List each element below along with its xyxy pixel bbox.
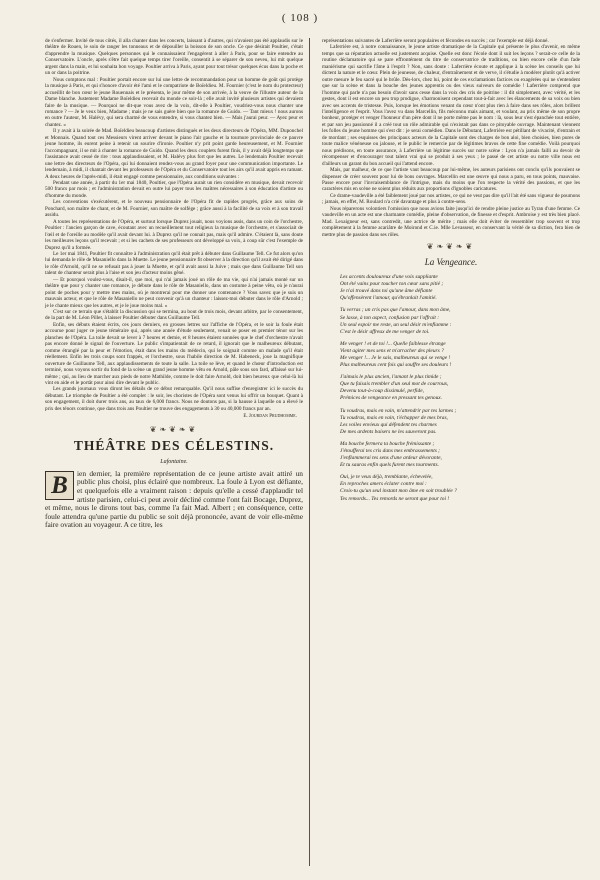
left-column <box>45 38 303 530</box>
poem-line: Me venger !... Je le sais, malheureux qui se venge ! <box>340 354 451 361</box>
ornament-divider: ❦❧❦❧❦ <box>426 242 476 252</box>
poem-stanza <box>340 441 580 469</box>
article-paragraph: C'est sur ce terrain que s'établit la discussion qui se termina, au bout de trois mois, devant arbitre, par le consentement, de la part de M. Léon Pillet, à laisser Poultier débuter dans Guillaume Tell. <box>45 309 303 322</box>
poem-line: J'aimais le plus ancien, l'amant le plus timide ; <box>340 374 442 381</box>
poem-line: J'enflammerai tes sens d'une ardeur dévorante, <box>340 455 442 462</box>
poem-title: La Vengeance. <box>424 257 478 268</box>
poem-stanza <box>340 307 580 335</box>
poem-line: Tu voudras, mais en vain, m'attendrir par tes larmes ; <box>340 407 457 414</box>
poem-stanza <box>340 341 580 369</box>
article-paragraph: de s'enfermer. Invité de tous côtés, il alla chanter dans les concerts, laissant à d'autres, qui n'avaient pas été applaudis sur le théâtre de Rouen, le soin de ranger les tonneaux et de dépouiller la boisson de son oncle. Ce que désirait Poultier, c'était d'apprendre la musique. Quelques personnes qui le connaissaient l'engagèrent à aller à Paris, pour se faire entendre au Conservatoire. L'oncle, après s'être fait quelque temps tirer l'oreille, consentit à se séparer de son neveu, lui mit quelque argent dans la main, et lui souhaita bon voyage. Poultier arriva à Paris, ayant pour tout trésor quelques écus dans la poche et un or dans la poitrine. <box>45 38 303 77</box>
poem-line: Vient agiter mes sens et m'arracher des pleurs ? <box>340 347 444 354</box>
page-number: ( 108 ) <box>281 12 319 24</box>
article-paragraph: Laferrière est, à notre connaissance, le jeune artiste dramatique de la Capitale qui présente le plus d'avenir, en même temps que sa réputation actuelle est justement acquise. Quelle est donc l'école dont il suit les leçons ? serait-ce celle de la routine déclamatoire qui se pare effrontément du titre de conservatrice de traditions, ou bien encore celle d'un fade maniérisme qui sacrifie l'âme à l'esprit ? Non, sans doute : Laferrière écoute et applique à la scène les conseils que lui dictent la nature et le cœur. Plein de jeunesse, de chaleur, d'entraînement et de verve, il s'étudie à modérer plutôt qu'à activer outre mesure le feu sacré qui le brûle. Dès-lors, chez lui, point de ces exclamations factices ou exagérées qui ne s'entendent que sur la scène et dans la bouche des jeunes apprentis ou des vieux suiveurs de comédie ! Laferrière comprend que l'homme qui parle n'a pas besoin d'avoir sans cesse dans la voix des cris de poitrine : il dit simplement, avec vérité, et les gestes, dont il est encore un peu trop prodigue, s'harmonisent cependant tout-à-fait avec les élancements de sa voix ou bien avec ses accents de tristesse. Puis, lorsque les émotions venant du cœur n'ont plus rien à faire dans ses rôles, alors brillent l'intelligence et l'esprit. Vous l'avez vu dans Marcellin, fils méconnu mais aimant, et voulant, au prix même de son propre bonheur, protéger et venger l'honneur d'un père dont il ne porte même pas le nom : là, sous leur s'est épanchée tout entière, et par son jeu passionné il a créé tout un rôle admirable qui n'existait pas dans ce pitoyable ouvrage. Maintenant viennent les folles du jeune homme qui s'est dit : je serai comédien. Dans le Débutant, Laferrière est pétillant de vivacité, d'entrain et de mordant ; ses esquisses des principaux acteurs de la Capitale sont des charges de bon aloi, bien choisies, bien pures de toute malice vénéneuse ou jalouse, et le public le remercie par de légitimes bravos de cette fine comédie. Voilà pourquoi nous prédisons, en toute assurance, à Laferrière un légitime succès sur notre scène : Lyon n'a jamais failli au devoir de récompenser et d'encourager tout talent vrai qui se produit à ses yeux ; le passé de cet artiste ou notre ville nous est d'ailleurs un garant du bon accueil qui l'attend encore. <box>322 44 580 167</box>
ornament-divider: ❦❧❦❧❦ <box>149 424 199 434</box>
article-paragraph: Enfin, ses débuts étaient écrits, ces jours derniers, en grosses lettres sur l'affiche de l'Opéra, et le soir la foule était accourue pour juger ce jeune téméraire qui, après une année d'étude seulement, venait se poser en premier ténor sur les planches de l'Opéra. La toile devait se lever à 7 heures et demie, et 8 heures étaient sonnées que le chef d'orchestre n'avait pas encore donné le signal de l'ouverture. Le public s'impatientait de ce retard, il ignorait que le malheureux débutant, comme étranglé par la peur et l'émotion, était dans les mains du médecin, qui le soignait comme un malade qu'il était réellement. Enfin les trois coups sont frappés, et l'orchestre, sous l'habile direction de M. Habeneck, joue la magnifique ouverture de Guillaume Tell, aux applaudissements de toute la salle. La toile se lève, et quand le chœur d'introduction est terminé, nous voyons sortir du fond de la scène un grand jeune homme vêtu en Arnold, pâle sous son fard, affaissé sur lui-même ; qui, au lieu de marcher aux pieds de notre Mathilde, comme le doit faire Arnold, doit bien heureux que celui-là lui vint en aide et le portât pour ainsi dire devant le public. <box>45 321 303 387</box>
poem <box>340 274 580 503</box>
poem-line: Tes remords... Tes remords ne seront que pour toi ! <box>340 495 450 502</box>
poem-stanza <box>340 474 580 502</box>
article-paragraph: Mais, par malheur, de ce que l'artiste vaut beaucoup par lui-même, les auteurs parisiens ont conclu qu'ils pouvaient se dispenser de créer souvent pour lui de bons ouvrages. Marcellin est une œuvre qui nous a paru, en tous points, mauvaise. Passe encore pour l'invraisemblance de l'intrigue, mais du moins que l'on respecte la vérité des passions, et que les caractères mis en scène ne soient plus réduits aux proportions d'ignobles caricatures. <box>322 167 580 193</box>
lead-paragraph: ien dernier, la première représentation de ce jeune artiste avait attiré un public plus choisi, plus éclairé que nombreux. La foule à Lyon est défiante, et quelquefois elle a vraiment raison : depuis qu'elle a cessé d'applaudir tel artiste parisien, celui-ci peut avoir décliné comme l'ont fait Bocage, Duprez, et même, nous le dirons tout bas, comme l'a fait Mad. Albert ; en conséquence, cette foule attendra qu'une partie du public se soit déjà prononcée, avant de voir elle-même faire ovation au voyageur. A ce titre, les <box>45 468 303 530</box>
poem-line: De mes ardents baisers ne les sauveront pas. <box>340 428 437 435</box>
article-paragraph: Pendant une année, à partir du 1er mai 1840, Poultier, que l'Opéra aurait un rien considère en musique, devait recevoir 500 francs par mois ; et l'administration devait en outre lui payer tous les maîtres nécessaires à son éducation d'artiste ou d'homme du monde. <box>45 179 303 199</box>
lead-block <box>45 470 303 530</box>
poem-stanza <box>340 374 580 402</box>
poem-line: Ma bouche fermera ta bouche frémissante ; <box>340 440 435 447</box>
article-paragraph: Les conventions s'exécutèrent, et le nouveau pensionnaire de l'Opéra fit de rapides progrès, grâce aux soins de Ponchard, son maître de chant, et de M. Fournier, son maître de solfège ; grâce aussi à la facilité de sa voix et à son travail assidu. <box>45 199 303 219</box>
poem-line: Je n'ai trouvé dans toi qu'une âme défiante <box>340 288 433 295</box>
article-paragraph: Les grands journaux vous diront les détails de ce début remarquable. Qu'il nous suffise d'enregistrer ici le succès du débutant. Le triomphe de Poultier a été complet : le soir, les choristes de l'Opéra sont venus lui offrir un bouquet. Quant à son engagement, il doit durer trois ans, au taux de 6,000 francs. Nous ne doutons pas, si la hausse à laquelle on a élevé le prix des ténors continue, que dans trois ans Poultier ne trouve des engagements à 30 ou 40,000 francs par an. <box>45 386 303 412</box>
poem-stanza <box>340 408 580 436</box>
poem-line: En reproches amers éclater contre moi : <box>340 481 427 488</box>
poem-line: Ont été vains pour toucher ton cœur sans pitié ; <box>340 281 444 288</box>
drop-cap: B <box>45 471 74 500</box>
poem-line: Les accents douloureux d'une voix suppliante <box>340 274 438 281</box>
article-paragraph: — Et pourquoi voulez-vous, disait-il, que moi, qui n'ai jamais joué un rôle de ma vie, qui n'ai jamais monté sur un théâtre que pour y chanter une romance, je débute dans le rôle de Masaniello, dans un costume à peine vêtu, où je n'aurai point de poches pour y mettre mes mains, où je montrerai pour me donner une contenance ? Vous savez que je suis un mauvais acteur, et que le rôle de Masaniello ne peut convenir qu'à un chanteur : laissez-moi débuter dans le rôle d'Arnold ; je le chante mieux que les autres, et je le joue moins mal. » <box>45 276 303 309</box>
article-paragraph: A toutes les représentations de l'Opéra, et surtout lorsque Duprez jouait, nous voyions assis, dans un coin de l'orchestre, Poultier : l'ancien garçon de cave, écoutant avec un recueillement tout religieux la musique de l'orchestre, et s'associait de l'œil et de l'oreille au modèle qu'il avait devant lui. à Duprez qu'il ne connait pas, mais qu'il admire. C'étaient là, sans doute les meilleures leçons qu'il recevait ; et si les cachets de ses professeurs ont développé sa voix, à coup sûr c'est l'exemple de Duprez qu'il a formée. <box>45 218 303 251</box>
section-title: THÉÂTRE DES CÉLESTINS. <box>73 437 275 453</box>
poem-line: Les voiles envieux qui défendent tes charmes <box>340 421 437 428</box>
poem-line: Crois-tu qu'un seul instant mon âme en soit troublée ? <box>340 488 457 495</box>
poem-line: C'est le désir affreux de me venger de toi. <box>340 328 430 335</box>
article-paragraph: représentations suivantes de Laferrière seront populaires et fécondes en succès ; car l'exemple est déjà donné. <box>322 38 549 44</box>
poem-line: Oui, je te veux déjà, tremblante, échevelée, <box>340 474 433 481</box>
poem-line: Plus malheureux cent fois qui souffre ses douleurs ! <box>340 362 452 369</box>
right-column <box>322 38 580 508</box>
article-paragraph: Nous comptons mal : Poultier portait encore sur lui une lettre de recommandation pour un homme de goût qui protège la musique à Paris, et qui s'honore d'avoir été l'ami et le compatriote de Boïeldieu. M. Fournier (c'est le nom du protecteur) accueillit de bon cœur le jeune Rouennais et le présenta, le jour même de son arrivée, à la veuve de l'illustre auteur de la Dame blanche. Justement Madame Boïeldieu recevait du monde ce soir-là ; elle avait invité plusieurs artistes qui devaient faire de la musique. — Pourquoi ne dit-que vous avez de la voix, dit-elle à Poultier, voudriez-vous nous chanter une romance ? — Je le veux bien, Madame ; mais je ne sais guère bien que la romance de Guido. — Tant mieux ! nous aurons en outre l'auteur, M. Halévy, qui sera charmé de vous entendre, si vous chantez bien. — Mais j'aurai peur. — Ayez peur et chantez. » <box>45 76 303 128</box>
poem-line: Prémices de vengeance en pressant tes genoux. <box>340 395 443 402</box>
poem-line: J'étoufferai tes cris dans mes embrassements ; <box>340 448 440 455</box>
poem-line: Se lasse, à ton aspect, confusion par l'offrait : <box>340 314 440 321</box>
poem-line: Qu'offensèrent l'amour, qu'ébranlait l'amitié. <box>340 295 437 302</box>
article-paragraph: Le 1er mai 1841, Poultier fit connaître à l'administration qu'il était prêt à débuter dans Guillaume Tell. Ce fut alors qu'on lui demanda le rôle de Masaniello dans la Muette. Le jeune pensionnaire fit observer à la direction qu'il avait été dirigé dans le rôle d'Arnold, qu'il ne se refusait pas à jouer la Muette, et qu'il avait aussi la Juive ; mais que dans Guillaume Tell son talent de chanteur serait plus à l'aise et son jeu d'acteur moins gêné. <box>45 250 303 277</box>
poem-line: Un seul espoir me reste, un seul désir m'enflamme : <box>340 321 452 328</box>
poem-line: Tu voudras, mais en vain, t'échapper de mes bras, <box>340 414 448 421</box>
poem-line: Et tu sauras enfin quels furent mes tourments. <box>340 462 439 469</box>
article-signature: E. Jourdan Prudhomme. <box>243 414 297 420</box>
article-paragraph: Ce drame-vaudeville a été faiblement joué par nos artistes, ce qui ne veut pas dire qu'il l'ait été sans vigueur de poumons ; jamais, en effet, M. Roulard n'a crié davantage et plus à contre-sens. <box>322 192 580 206</box>
column-divider <box>309 38 310 866</box>
poem-line: Me venger ! et de toi !... Quelle faiblesse étrange <box>340 340 446 347</box>
poem-line: Devenu tout-à-coup dissimulé, perfide, <box>340 388 424 395</box>
poem-line: Que tu faisais trembler d'un seul mot de courroux, <box>340 381 449 388</box>
poem-stanza <box>340 274 580 302</box>
article-paragraph: Nous réparerons volontiers l'omission que nous avions faite jusqu'ici de rendre pleine justice au Tyran d'une femme. Ce vaudeville en un acte est une charmante comédie, pleine d'observation, de finesse et d'esprit. Ambroise y est très bien placé. Mad. Lexaigneur est, sans contredit, une actrice de mérite ; mais elle doit éviter de ressembler trop souvent et trop complètement à la femme acariâtre de Moirond et C.ie. Mlle Levasseur, en conservant la vérité de sa diction, fera bien de mettre plus de passion dans ses rôles. <box>322 205 580 238</box>
article-paragraph: Il y avait à la soirée de Mad. Boïeldieu beaucoup d'artistes distingués et les deux directeurs de l'Opéra, MM. Duponchel et Monnais. Quand tout ces Messieurs virent arriver devant le piano l'air gauche et la tournure provinciale de ce pauvre jeune homme, ils eurent peine à retenir un sourire d'ironie. Poultier n'y prit point garde heureusement, et M. Fournier l'accompagnant, il se mit à chanter la romance de Guido. Quand les deux couplets furent finis, il y avait déjà longtemps que l'assistance avait cessé de rire : tous applaudissaient, et M. Halévy plus fort que les autres. Le lendemain Poultier recevait une lettre des directeurs de l'Opéra, qui lui donnaient rendez-vous au grand foyer pour une communication importante. Le lendemain, à midi, il chantait devant les professeurs de l'Opéra et du Conservatoire tout les airs qu'il avait appris en ramant. A deux heures de l'après-midi, il était engagé comme pensionnaire, aux conditions suivantes : <box>45 128 303 180</box>
section-subtitle: Lafontaine. <box>160 458 188 465</box>
poem-line: Tu verras ; un cris pas que l'amour, dans mon âme, <box>340 307 451 314</box>
